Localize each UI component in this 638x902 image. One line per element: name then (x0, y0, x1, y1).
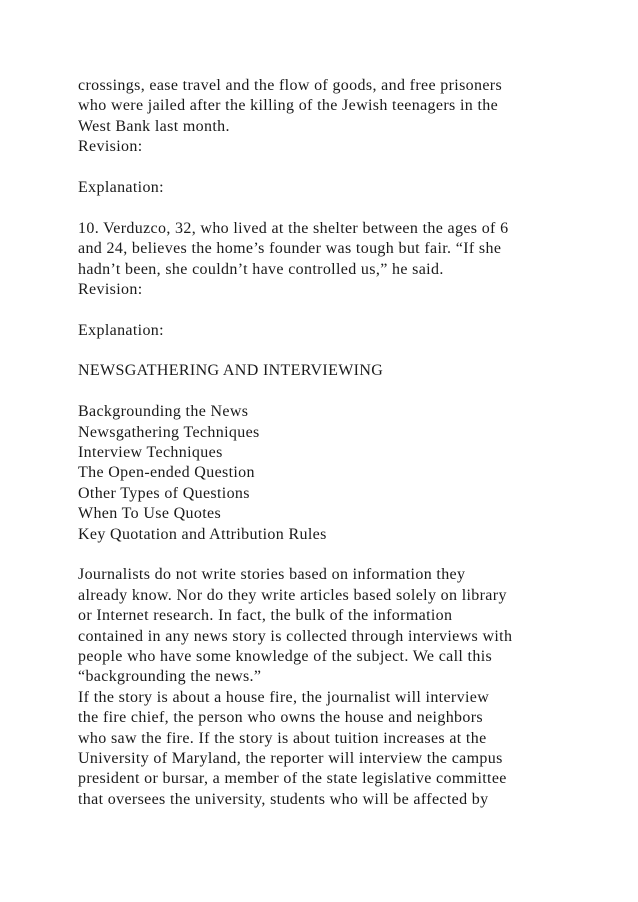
blank-line (78, 198, 618, 218)
text-line: 10. Verduzco, 32, who lived at the shelter between the ages of 6 (78, 219, 509, 237)
blank-line (78, 158, 618, 178)
blank-line (78, 300, 618, 320)
toc-item: Key Quotation and Attribution Rules (78, 525, 327, 543)
paragraph-line: contained in any news story is collected through interviews with (78, 627, 513, 645)
blank-line (78, 545, 618, 565)
blank-line (78, 382, 618, 402)
paragraph-line: president or bursar, a member of the state legislative committee (78, 770, 507, 788)
paragraph-line: “backgrounding the news.” (78, 668, 262, 686)
document-page (78, 76, 618, 810)
explanation-label: Explanation: (78, 178, 164, 196)
text-line: West Bank last month. (78, 117, 230, 135)
toc-item: Interview Techniques (78, 444, 223, 462)
paragraph-line: or Internet research. In fact, the bulk of the information (78, 607, 453, 625)
toc-item: The Open-ended Question (78, 464, 255, 482)
paragraph-line: already know. Nor do they write articles based solely on library (78, 586, 507, 604)
section-heading: NEWSGATHERING AND INTERVIEWING (78, 362, 384, 380)
text-line: hadn’t been, she couldn’t have controlled us,” he said. (78, 260, 444, 278)
blank-line (78, 341, 618, 361)
paragraph-line: people who have some knowledge of the subject. We call this (78, 647, 493, 665)
toc-item: Backgrounding the News (78, 403, 249, 421)
text-line: crossings, ease travel and the flow of goods, and free prisoners (78, 77, 503, 94)
paragraph-line: If the story is about a house fire, the journalist will interview (78, 688, 490, 706)
paragraph-line: who saw the fire. If the story is about tuition increases at the (78, 729, 487, 747)
text-line: who were jailed after the killing of the Jewish teenagers in the (78, 97, 499, 115)
explanation-label: Explanation: (78, 321, 164, 339)
revision-label: Revision: (78, 138, 143, 156)
text-line: and 24, believes the home’s founder was tough but fair. “If she (78, 240, 502, 258)
toc-item: Newsgathering Techniques (78, 423, 260, 441)
paragraph-line: Journalists do not write stories based on information they (78, 566, 466, 584)
toc-item: When To Use Quotes (78, 505, 222, 523)
revision-label: Revision: (78, 280, 143, 298)
paragraph-line: that oversees the university, students who will be affected by (78, 790, 489, 808)
paragraph-line: the fire chief, the person who owns the house and neighbors (78, 709, 483, 727)
paragraph-line: University of Maryland, the reporter will interview the campus (78, 749, 503, 767)
toc-item: Other Types of Questions (78, 484, 250, 502)
